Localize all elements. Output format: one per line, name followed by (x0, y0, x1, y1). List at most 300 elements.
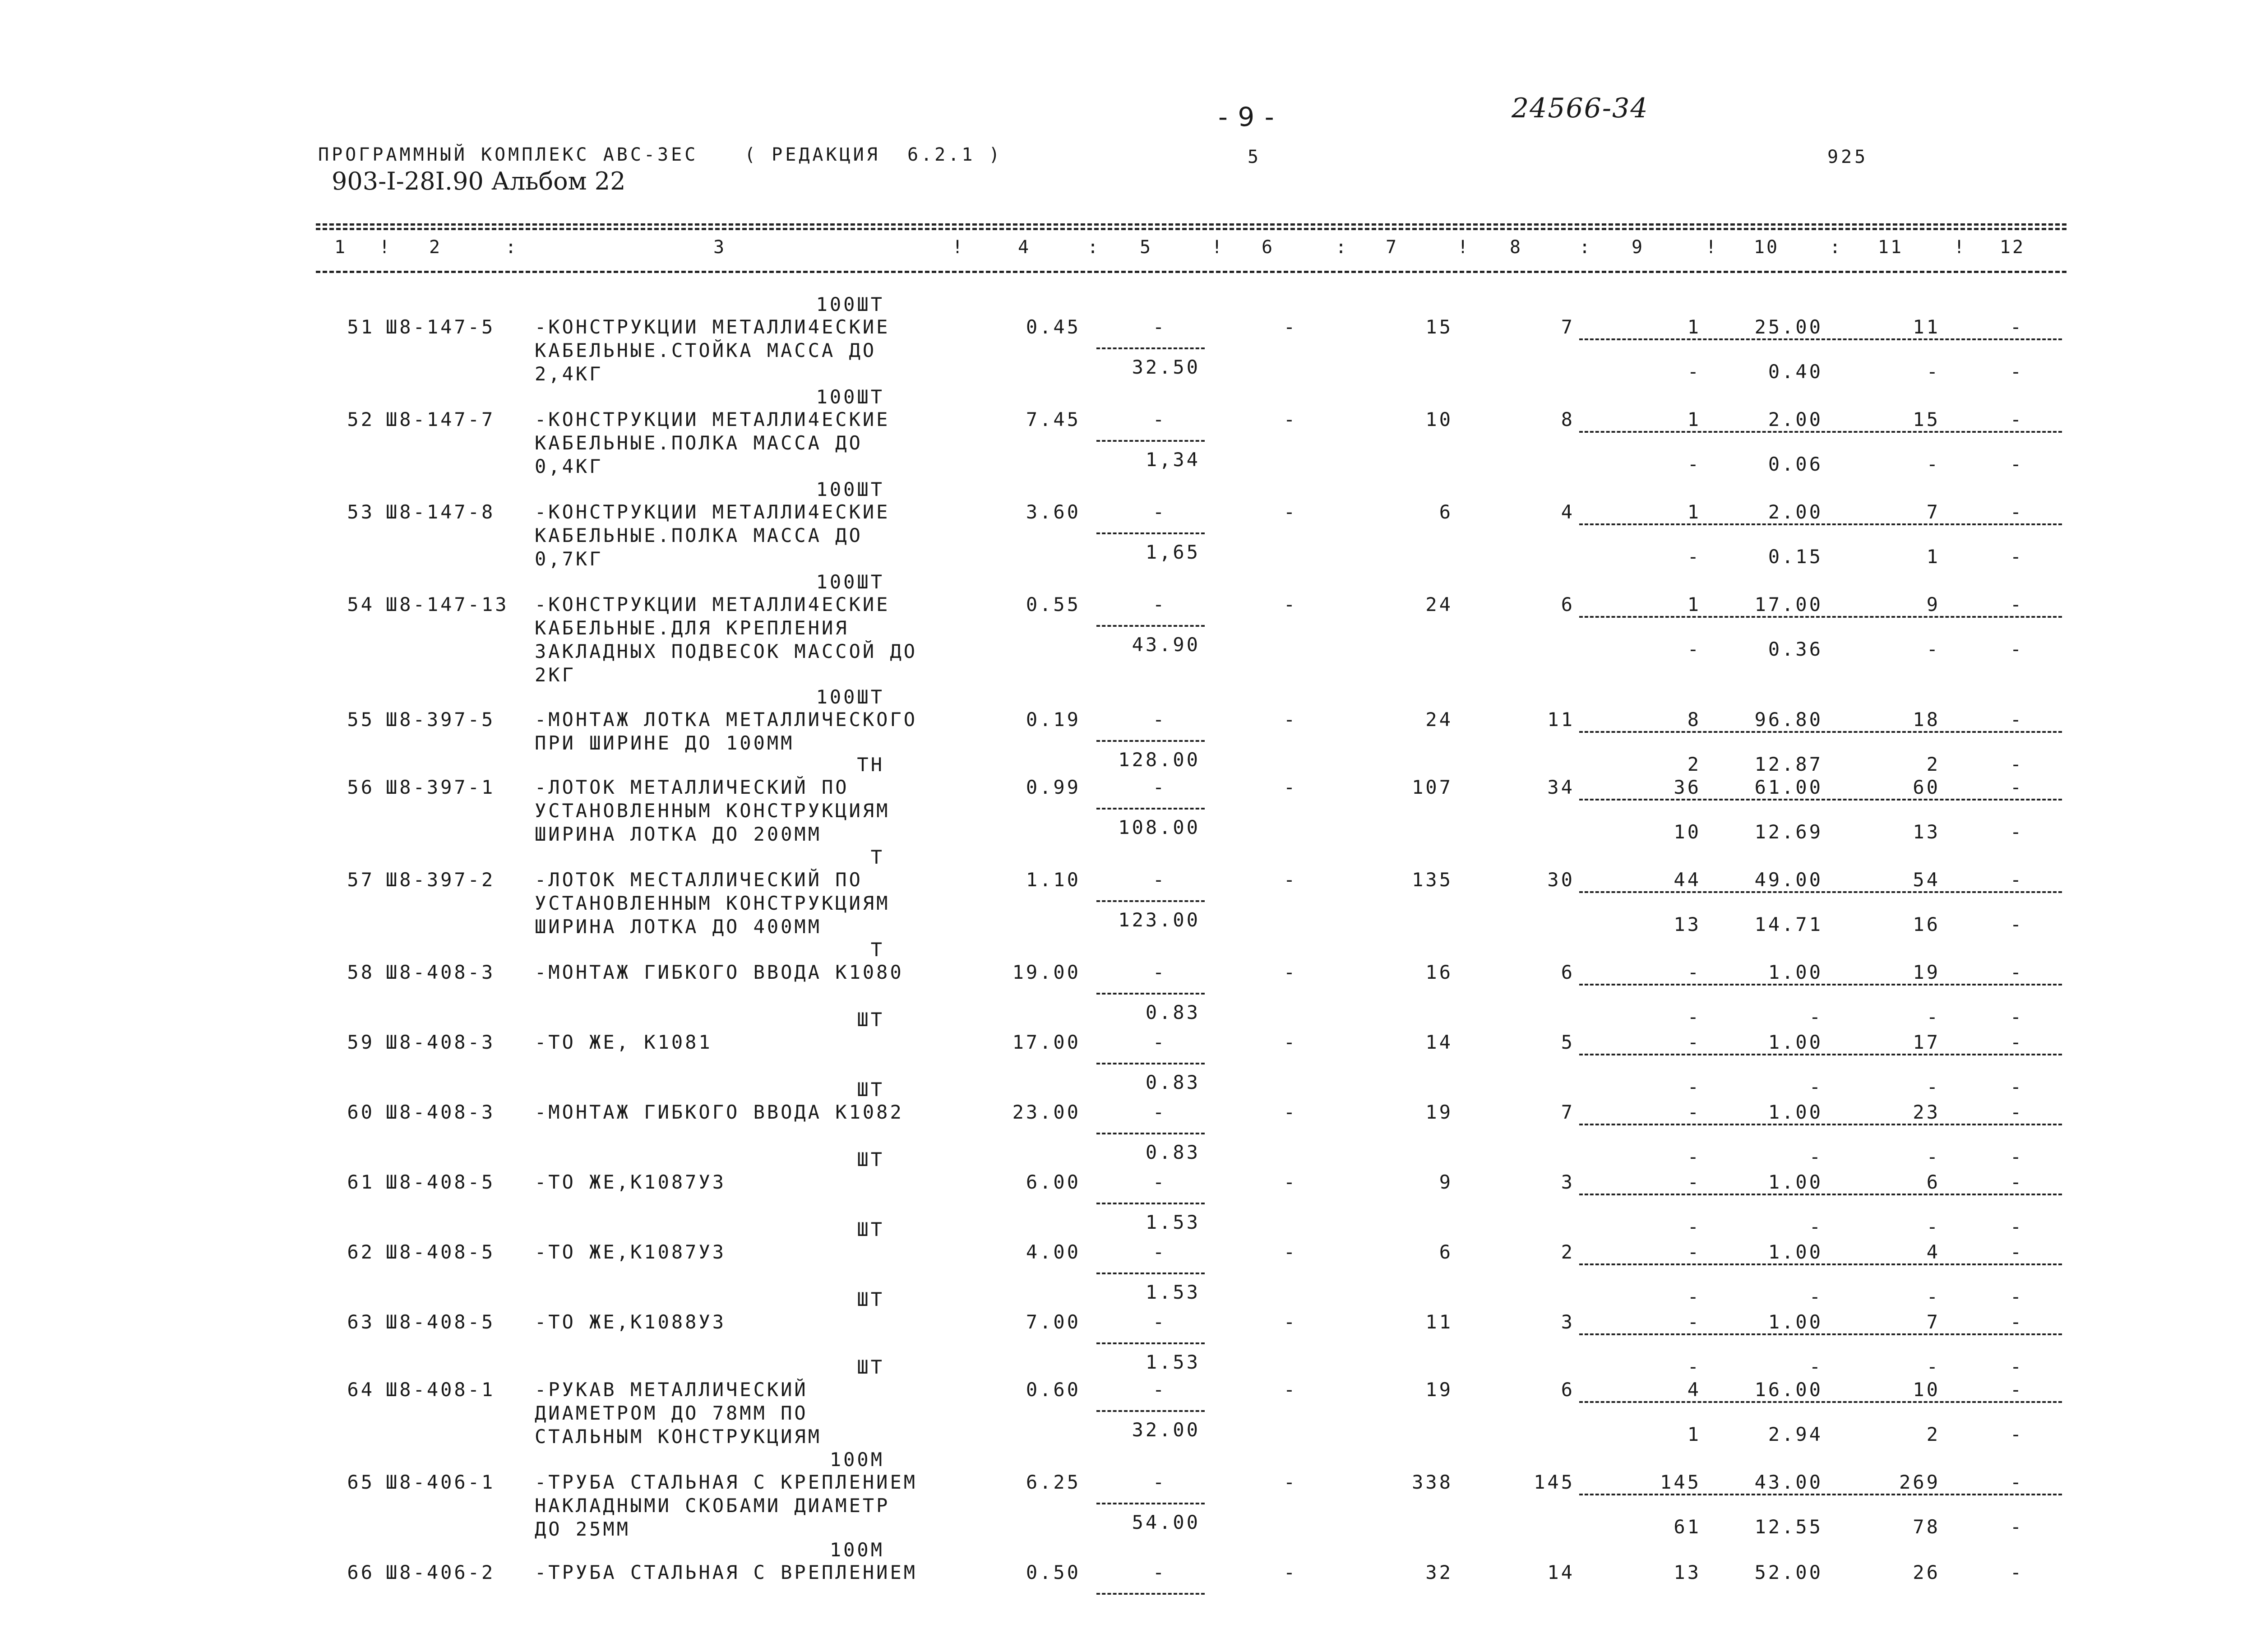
row-description: 2КГ (535, 664, 576, 686)
row-divider-right (1579, 799, 2062, 801)
cell-col9-lower: - (1687, 1286, 1701, 1308)
cell-col10: 1.00 (1768, 1311, 1823, 1333)
cell-col5: - (1152, 1311, 1167, 1333)
row-description: -КОНСТРУКЦИИ МЕТАЛЛИ4ЕСКИЕ (535, 408, 890, 430)
cell-col4: 3.60 (1026, 501, 1081, 523)
cell-col9: 1 (1687, 593, 1701, 615)
cell-col9-lower: 2 (1687, 753, 1701, 775)
cell-col4: 0.50 (1026, 1561, 1081, 1583)
row-description: СТАЛЬНЫМ КОНСТРУКЦИЯМ (535, 1425, 822, 1448)
cell-col11-lower: - (1926, 1146, 1940, 1168)
cell-col7: 9 (1439, 1171, 1453, 1193)
row-divider-right (1579, 431, 2062, 433)
cell-col12: - (2010, 1471, 2024, 1493)
row-number: 62 (347, 1241, 374, 1263)
cell-col5-lower: 0.83 (1145, 1141, 1200, 1163)
cell-col9-lower: 61 (1674, 1516, 1701, 1538)
cell-col9: 1 (1687, 316, 1701, 338)
row-unit: ШТ (857, 1148, 884, 1171)
cell-col12: - (2010, 1031, 2024, 1053)
row-divider-right (1579, 1124, 2062, 1125)
cell-col5-lower: 54.00 (1132, 1511, 1200, 1533)
cell-col11-lower: 2 (1926, 1423, 1940, 1445)
row-number: 56 (347, 776, 374, 798)
cell-col7: 6 (1439, 501, 1453, 523)
cell-col4: 7.45 (1026, 408, 1081, 430)
cell-col10-lower: 12.87 (1754, 753, 1823, 775)
cell-col11-lower: - (1926, 1076, 1940, 1098)
cell-col5: - (1152, 1379, 1167, 1401)
cell-col11: 7 (1926, 1311, 1940, 1333)
cell-col11-lower: - (1926, 361, 1940, 383)
cell-col8: 4 (1561, 501, 1575, 523)
row-description: -КОНСТРУКЦИИ МЕТАЛЛИ4ЕСКИЕ (535, 593, 890, 615)
cell-col12-lower: - (2010, 1286, 2024, 1308)
cell-col9: 1 (1687, 501, 1701, 523)
cell-col10-lower: 2.94 (1768, 1423, 1823, 1445)
cell-col12-lower: - (2010, 1006, 2024, 1028)
cell-col5: - (1152, 501, 1167, 523)
row-divider (1096, 993, 1205, 995)
cell-col8: 145 (1534, 1471, 1575, 1493)
cell-col11: 10 (1913, 1379, 1940, 1401)
cell-col7: 10 (1425, 408, 1453, 430)
cell-col5-lower: 1.53 (1145, 1211, 1200, 1233)
row-unit: ШТ (857, 1078, 884, 1101)
row-description: УСТАНОВЛЕННЫМ КОНСТРУКЦИЯМ (535, 800, 890, 822)
cell-col6: - (1283, 501, 1298, 523)
row-code: Ш8-408-3 (386, 961, 495, 983)
cell-col4: 0.99 (1026, 776, 1081, 798)
cell-col11: 7 (1926, 501, 1940, 523)
row-description: ПРИ ШИРИНЕ ДО 100ММ (535, 732, 795, 754)
cell-col12-lower: - (2010, 1356, 2024, 1378)
row-unit: 100ШТ (816, 571, 884, 593)
row-code: Ш8-408-1 (386, 1379, 495, 1401)
row-description: ЗАКЛАДНЫХ ПОДВЕСОК МАССОЙ ДО (535, 640, 918, 662)
column-separator: ! (379, 237, 390, 258)
cell-col5: - (1152, 708, 1167, 731)
cell-col4: 0.60 (1026, 1379, 1081, 1401)
cell-col7: 32 (1425, 1561, 1453, 1583)
cell-col7: 19 (1425, 1101, 1453, 1123)
cell-col9-lower: - (1687, 1076, 1701, 1098)
row-description: -ТО ЖЕ,К1087УЗ (535, 1241, 726, 1263)
cell-col12: - (2010, 776, 2024, 798)
cell-col11: 17 (1913, 1031, 1940, 1053)
cell-col11: 9 (1926, 593, 1940, 615)
row-divider (1096, 625, 1205, 627)
row-description: КАБЕЛЬНЫЕ.СТОЙКА МАССА ДО (535, 339, 877, 361)
cell-col7: 24 (1425, 708, 1453, 731)
cell-col11-lower: 1 (1926, 546, 1940, 568)
cell-col10: 17.00 (1754, 593, 1823, 615)
cell-col10-lower: - (1809, 1286, 1823, 1308)
row-unit: 100ШТ (816, 386, 884, 408)
row-description: 2,4КГ (535, 363, 603, 385)
row-code: Ш8-147-8 (386, 501, 495, 523)
cell-col6: - (1283, 1379, 1298, 1401)
column-separator: : (1087, 237, 1099, 258)
handwritten-code: 24566-34 (1512, 93, 1649, 124)
header-top-rule-2 (316, 228, 2066, 230)
cell-col6: - (1283, 1311, 1298, 1333)
column-header-4: 4 (1017, 237, 1031, 258)
row-description: -ЛОТОК МЕТАЛЛИЧЕСКИЙ ПО (535, 776, 849, 798)
cell-col10-lower: - (1809, 1146, 1823, 1168)
row-description: -ТРУБА СТАЛЬНАЯ С КРЕПЛЕНИЕМ (535, 1471, 918, 1493)
row-description: -КОНСТРУКЦИИ МЕТАЛЛИ4ЕСКИЕ (535, 501, 890, 523)
cell-col10-lower: - (1809, 1356, 1823, 1378)
cell-col9: - (1687, 1311, 1701, 1333)
cell-col5: - (1152, 1031, 1167, 1053)
cell-col5-lower: 1.53 (1145, 1351, 1200, 1373)
row-code: Ш8-397-1 (386, 776, 495, 798)
cell-col5-lower: 128.00 (1118, 749, 1200, 771)
row-divider-right (1579, 891, 2062, 893)
row-number: 52 (347, 408, 374, 430)
cell-col5-lower: 1.53 (1145, 1281, 1200, 1303)
cell-col12: - (2010, 869, 2024, 891)
cell-col10: 52.00 (1754, 1561, 1823, 1583)
cell-col4: 0.45 (1026, 316, 1081, 338)
row-description: 0,7КГ (535, 548, 603, 570)
row-unit: ШТ (857, 1356, 884, 1378)
cell-col9-lower: - (1687, 546, 1701, 568)
cell-col12: - (2010, 1241, 2024, 1263)
row-description: -КОНСТРУКЦИИ МЕТАЛЛИ4ЕСКИЕ (535, 316, 890, 338)
row-unit: ШТ (857, 1009, 884, 1031)
row-number: 59 (347, 1031, 374, 1053)
row-unit: 100ШТ (816, 478, 884, 500)
cell-col8: 8 (1561, 408, 1575, 430)
row-code: Ш8-408-3 (386, 1031, 495, 1053)
cell-col10: 1.00 (1768, 1171, 1823, 1193)
cell-col12-lower: - (2010, 1423, 2024, 1445)
row-divider (1096, 1203, 1205, 1204)
cell-col10: 2.00 (1768, 501, 1823, 523)
row-divider-right (1579, 1494, 2062, 1495)
cell-col6: - (1283, 593, 1298, 615)
row-description: ШИРИНА ЛОТКА ДО 400ММ (535, 916, 822, 938)
column-separator: ! (1954, 237, 1965, 258)
row-code: Ш8-397-5 (386, 708, 495, 731)
cell-col10-lower: 12.55 (1754, 1516, 1823, 1538)
row-description: -МОНТАЖ ГИБКОГО ВВОДА К1082 (535, 1101, 904, 1123)
cell-col9-lower: - (1687, 453, 1701, 475)
cell-col5-lower: 0.83 (1145, 1071, 1200, 1093)
cell-col5-lower: 32.00 (1132, 1419, 1200, 1441)
cell-col11-lower: - (1926, 1286, 1940, 1308)
cell-col4: 23.00 (1012, 1101, 1081, 1123)
row-divider (1096, 1410, 1205, 1412)
cell-col9: 13 (1674, 1561, 1701, 1583)
cell-col10: 1.00 (1768, 961, 1823, 983)
cell-col7: 135 (1412, 869, 1453, 891)
column-separator: : (505, 237, 517, 258)
cell-col6: - (1283, 1561, 1298, 1583)
cell-col9: 8 (1687, 708, 1701, 731)
row-code: Ш8-408-3 (386, 1101, 495, 1123)
row-number: 63 (347, 1311, 374, 1333)
cell-col7: 16 (1425, 961, 1453, 983)
cell-col5: - (1152, 961, 1167, 983)
cell-col11: 15 (1913, 408, 1940, 430)
cell-col12: - (2010, 961, 2024, 983)
row-description: НАКЛАДНЫМИ СКОБАМИ ДИАМЕТР (535, 1495, 890, 1517)
cell-col5-lower: 108.00 (1118, 816, 1200, 838)
cell-col9-lower: - (1687, 638, 1701, 660)
cell-col9: - (1687, 1101, 1701, 1123)
row-divider (1096, 1273, 1205, 1274)
cell-col9: 1 (1687, 408, 1701, 430)
cell-col11-lower: - (1926, 1216, 1940, 1238)
row-number: 51 (347, 316, 374, 338)
cell-col5-lower: 0.83 (1145, 1001, 1200, 1023)
cell-col12: - (2010, 1101, 2024, 1123)
row-description: УСТАНОВЛЕННЫМ КОНСТРУКЦИЯМ (535, 892, 890, 914)
cell-col10-lower: 0.40 (1768, 361, 1823, 383)
row-code: Ш8-408-5 (386, 1171, 495, 1193)
cell-col11-lower: - (1926, 1006, 1940, 1028)
column-header-10: 10 (1753, 237, 1780, 258)
row-divider (1096, 1503, 1205, 1504)
cell-col6: - (1283, 408, 1298, 430)
cell-col9: - (1687, 1171, 1701, 1193)
cell-col4: 19.00 (1012, 961, 1081, 983)
cell-col12: - (2010, 708, 2024, 731)
cell-col11: 6 (1926, 1171, 1940, 1193)
row-divider (1096, 900, 1205, 902)
document-number: 925 (1827, 147, 1868, 167)
cell-col4: 1.10 (1026, 869, 1081, 891)
cell-col7: 6 (1439, 1241, 1453, 1263)
cell-col12: - (2010, 1311, 2024, 1333)
row-code: Ш8-408-5 (386, 1241, 495, 1263)
cell-col12: - (2010, 316, 2024, 338)
cell-col5: - (1152, 1241, 1167, 1263)
cell-col10-lower: 0.06 (1768, 453, 1823, 475)
row-description: -ЛОТОК МЕСТАЛЛИЧЕСКИЙ ПО (535, 869, 863, 891)
cell-col8: 3 (1561, 1311, 1575, 1333)
cell-col10: 43.00 (1754, 1471, 1823, 1493)
cell-col11: 4 (1926, 1241, 1940, 1263)
cell-col12: - (2010, 1379, 2024, 1401)
cell-col11: 269 (1899, 1471, 1940, 1493)
sheet-number: 5 (1248, 147, 1262, 167)
cell-col11-lower: 16 (1913, 913, 1940, 935)
header-bottom-rule (316, 271, 2066, 273)
cell-col10-lower: 0.15 (1768, 546, 1823, 568)
cell-col6: - (1283, 316, 1298, 338)
cell-col8: 2 (1561, 1241, 1575, 1263)
row-divider-right (1579, 1263, 2062, 1265)
cell-col9-lower: - (1687, 361, 1701, 383)
row-unit: 100ШТ (816, 686, 884, 708)
cell-col9: - (1687, 961, 1701, 983)
row-description: ДО 25ММ (535, 1518, 631, 1540)
row-number: 54 (347, 593, 374, 615)
cell-col10: 61.00 (1754, 776, 1823, 798)
cell-col10: 1.00 (1768, 1101, 1823, 1123)
row-number: 58 (347, 961, 374, 983)
cell-col7: 14 (1425, 1031, 1453, 1053)
cell-col6: - (1283, 869, 1298, 891)
row-code: Ш8-147-7 (386, 408, 495, 430)
cell-col12-lower: - (2010, 1076, 2024, 1098)
cell-col12-lower: - (2010, 638, 2024, 660)
column-header-12: 12 (1999, 237, 2025, 258)
row-description: КАБЕЛЬНЫЕ.ПОЛКА МАССА ДО (535, 432, 863, 454)
row-description: -МОНТАЖ ГИБКОГО ВВОДА К1080 (535, 961, 904, 983)
cell-col7: 24 (1425, 593, 1453, 615)
cell-col10: 1.00 (1768, 1241, 1823, 1263)
cell-col7: 11 (1425, 1311, 1453, 1333)
row-divider-right (1579, 1194, 2062, 1195)
cell-col6: - (1283, 1471, 1298, 1493)
row-code: Ш8-147-5 (386, 316, 495, 338)
cell-col11: 11 (1913, 316, 1940, 338)
cell-col5-lower: 32.50 (1132, 356, 1200, 378)
cell-col8: 14 (1547, 1561, 1575, 1583)
cell-col7: 15 (1425, 316, 1453, 338)
cell-col12-lower: - (2010, 546, 2024, 568)
cell-col7: 19 (1425, 1379, 1453, 1401)
cell-col8: 3 (1561, 1171, 1575, 1193)
column-separator: ! (1211, 237, 1223, 258)
row-description: -ТРУБА СТАЛЬНАЯ С ВРЕПЛЕНИЕМ (535, 1561, 918, 1583)
cell-col12: - (2010, 593, 2024, 615)
cell-col8: 7 (1561, 1101, 1575, 1123)
row-number: 64 (347, 1379, 374, 1401)
row-divider (1096, 1342, 1205, 1344)
cell-col9: - (1687, 1031, 1701, 1053)
cell-col12-lower: - (2010, 453, 2024, 475)
column-header-1: 1 (334, 237, 347, 258)
row-number: 55 (347, 708, 374, 731)
cell-col12-lower: - (2010, 913, 2024, 935)
cell-col11-lower: 13 (1913, 821, 1940, 843)
cell-col10-lower: - (1809, 1076, 1823, 1098)
column-header-8: 8 (1509, 237, 1523, 258)
cell-col5-lower: 123.00 (1118, 909, 1200, 931)
cell-col12-lower: - (2010, 361, 2024, 383)
cell-col12-lower: - (2010, 821, 2024, 843)
cell-col9-lower: - (1687, 1146, 1701, 1168)
cell-col4: 4.00 (1026, 1241, 1081, 1263)
row-divider (1096, 1593, 1205, 1595)
row-description: -ТО ЖЕ, К1081 (535, 1031, 712, 1053)
cell-col12: - (2010, 501, 2024, 523)
cell-col8: 6 (1561, 961, 1575, 983)
cell-col10-lower: 14.71 (1754, 913, 1823, 935)
row-description: -ТО ЖЕ,К1087УЗ (535, 1171, 726, 1193)
cell-col5: - (1152, 593, 1167, 615)
cell-col10-lower: 0.36 (1768, 638, 1823, 660)
cell-col8: 6 (1561, 1379, 1575, 1401)
cell-col9: 4 (1687, 1379, 1701, 1401)
column-separator: : (1830, 237, 1841, 258)
cell-col6: - (1283, 1171, 1298, 1193)
column-header-6: 6 (1261, 237, 1275, 258)
row-code: Ш8-397-2 (386, 869, 495, 891)
cell-col9: - (1687, 1241, 1701, 1263)
row-divider (1096, 1133, 1205, 1134)
cell-col8: 5 (1561, 1031, 1575, 1053)
column-header-9: 9 (1631, 237, 1645, 258)
cell-col5-lower: 1,34 (1145, 449, 1200, 471)
column-header-3: 3 (713, 237, 726, 258)
cell-col5: - (1152, 1101, 1167, 1123)
row-divider-right (1579, 1401, 2062, 1403)
header-top-rule (316, 223, 2066, 226)
column-separator: : (1579, 237, 1590, 258)
row-description: 0,4КГ (535, 455, 603, 477)
row-unit: 100ШТ (816, 293, 884, 315)
cell-col12: - (2010, 408, 2024, 430)
row-code: Ш8-406-1 (386, 1471, 495, 1493)
row-number: 60 (347, 1101, 374, 1123)
row-number: 53 (347, 501, 374, 523)
cell-col11-lower: - (1926, 1356, 1940, 1378)
cell-col6: - (1283, 1031, 1298, 1053)
column-header-5: 5 (1139, 237, 1153, 258)
album-title: 903-I-28I.90 Альбом 22 (332, 167, 626, 195)
row-unit: ШТ (857, 1218, 884, 1240)
program-title: ПРОГРАММНЫЙ КОМПЛЕКС АВС-3ЕС (318, 144, 698, 165)
column-header-7: 7 (1385, 237, 1399, 258)
cell-col5: - (1152, 316, 1167, 338)
cell-col12: - (2010, 1561, 2024, 1583)
row-divider-right (1579, 616, 2062, 618)
cell-col4: 6.00 (1026, 1171, 1081, 1193)
cell-col9-lower: - (1687, 1356, 1701, 1378)
cell-col7: 107 (1412, 776, 1453, 798)
cell-col11: 19 (1913, 961, 1940, 983)
cell-col9: 44 (1674, 869, 1701, 891)
cell-col5: - (1152, 869, 1167, 891)
cell-col8: 30 (1547, 869, 1575, 891)
row-divider (1096, 440, 1205, 442)
cell-col5: - (1152, 776, 1167, 798)
cell-col12-lower: - (2010, 1516, 2024, 1538)
row-unit: 100М (829, 1539, 884, 1561)
row-number: 61 (347, 1171, 374, 1193)
row-code: Ш8-147-13 (386, 593, 509, 615)
row-unit: Т (870, 846, 884, 868)
row-divider (1096, 532, 1205, 534)
row-number: 65 (347, 1471, 374, 1493)
row-divider (1096, 347, 1205, 349)
cell-col4: 7.00 (1026, 1311, 1081, 1333)
cell-col4: 0.19 (1026, 708, 1081, 731)
cell-col8: 6 (1561, 593, 1575, 615)
row-divider (1096, 1063, 1205, 1064)
row-description: КАБЕЛЬНЫЕ.ПОЛКА МАССА ДО (535, 524, 863, 546)
cell-col10: 2.00 (1768, 408, 1823, 430)
cell-col11-lower: 2 (1926, 753, 1940, 775)
cell-col6: - (1283, 1241, 1298, 1263)
row-divider-right (1579, 523, 2062, 525)
column-separator: ! (952, 237, 963, 258)
cell-col5-lower: 43.90 (1132, 634, 1200, 656)
row-divider-right (1579, 984, 2062, 986)
row-divider-right (1579, 338, 2062, 340)
cell-col9: 36 (1674, 776, 1701, 798)
row-unit: Т (870, 939, 884, 961)
cell-col10: 16.00 (1754, 1379, 1823, 1401)
cell-col9-lower: 1 (1687, 1423, 1701, 1445)
